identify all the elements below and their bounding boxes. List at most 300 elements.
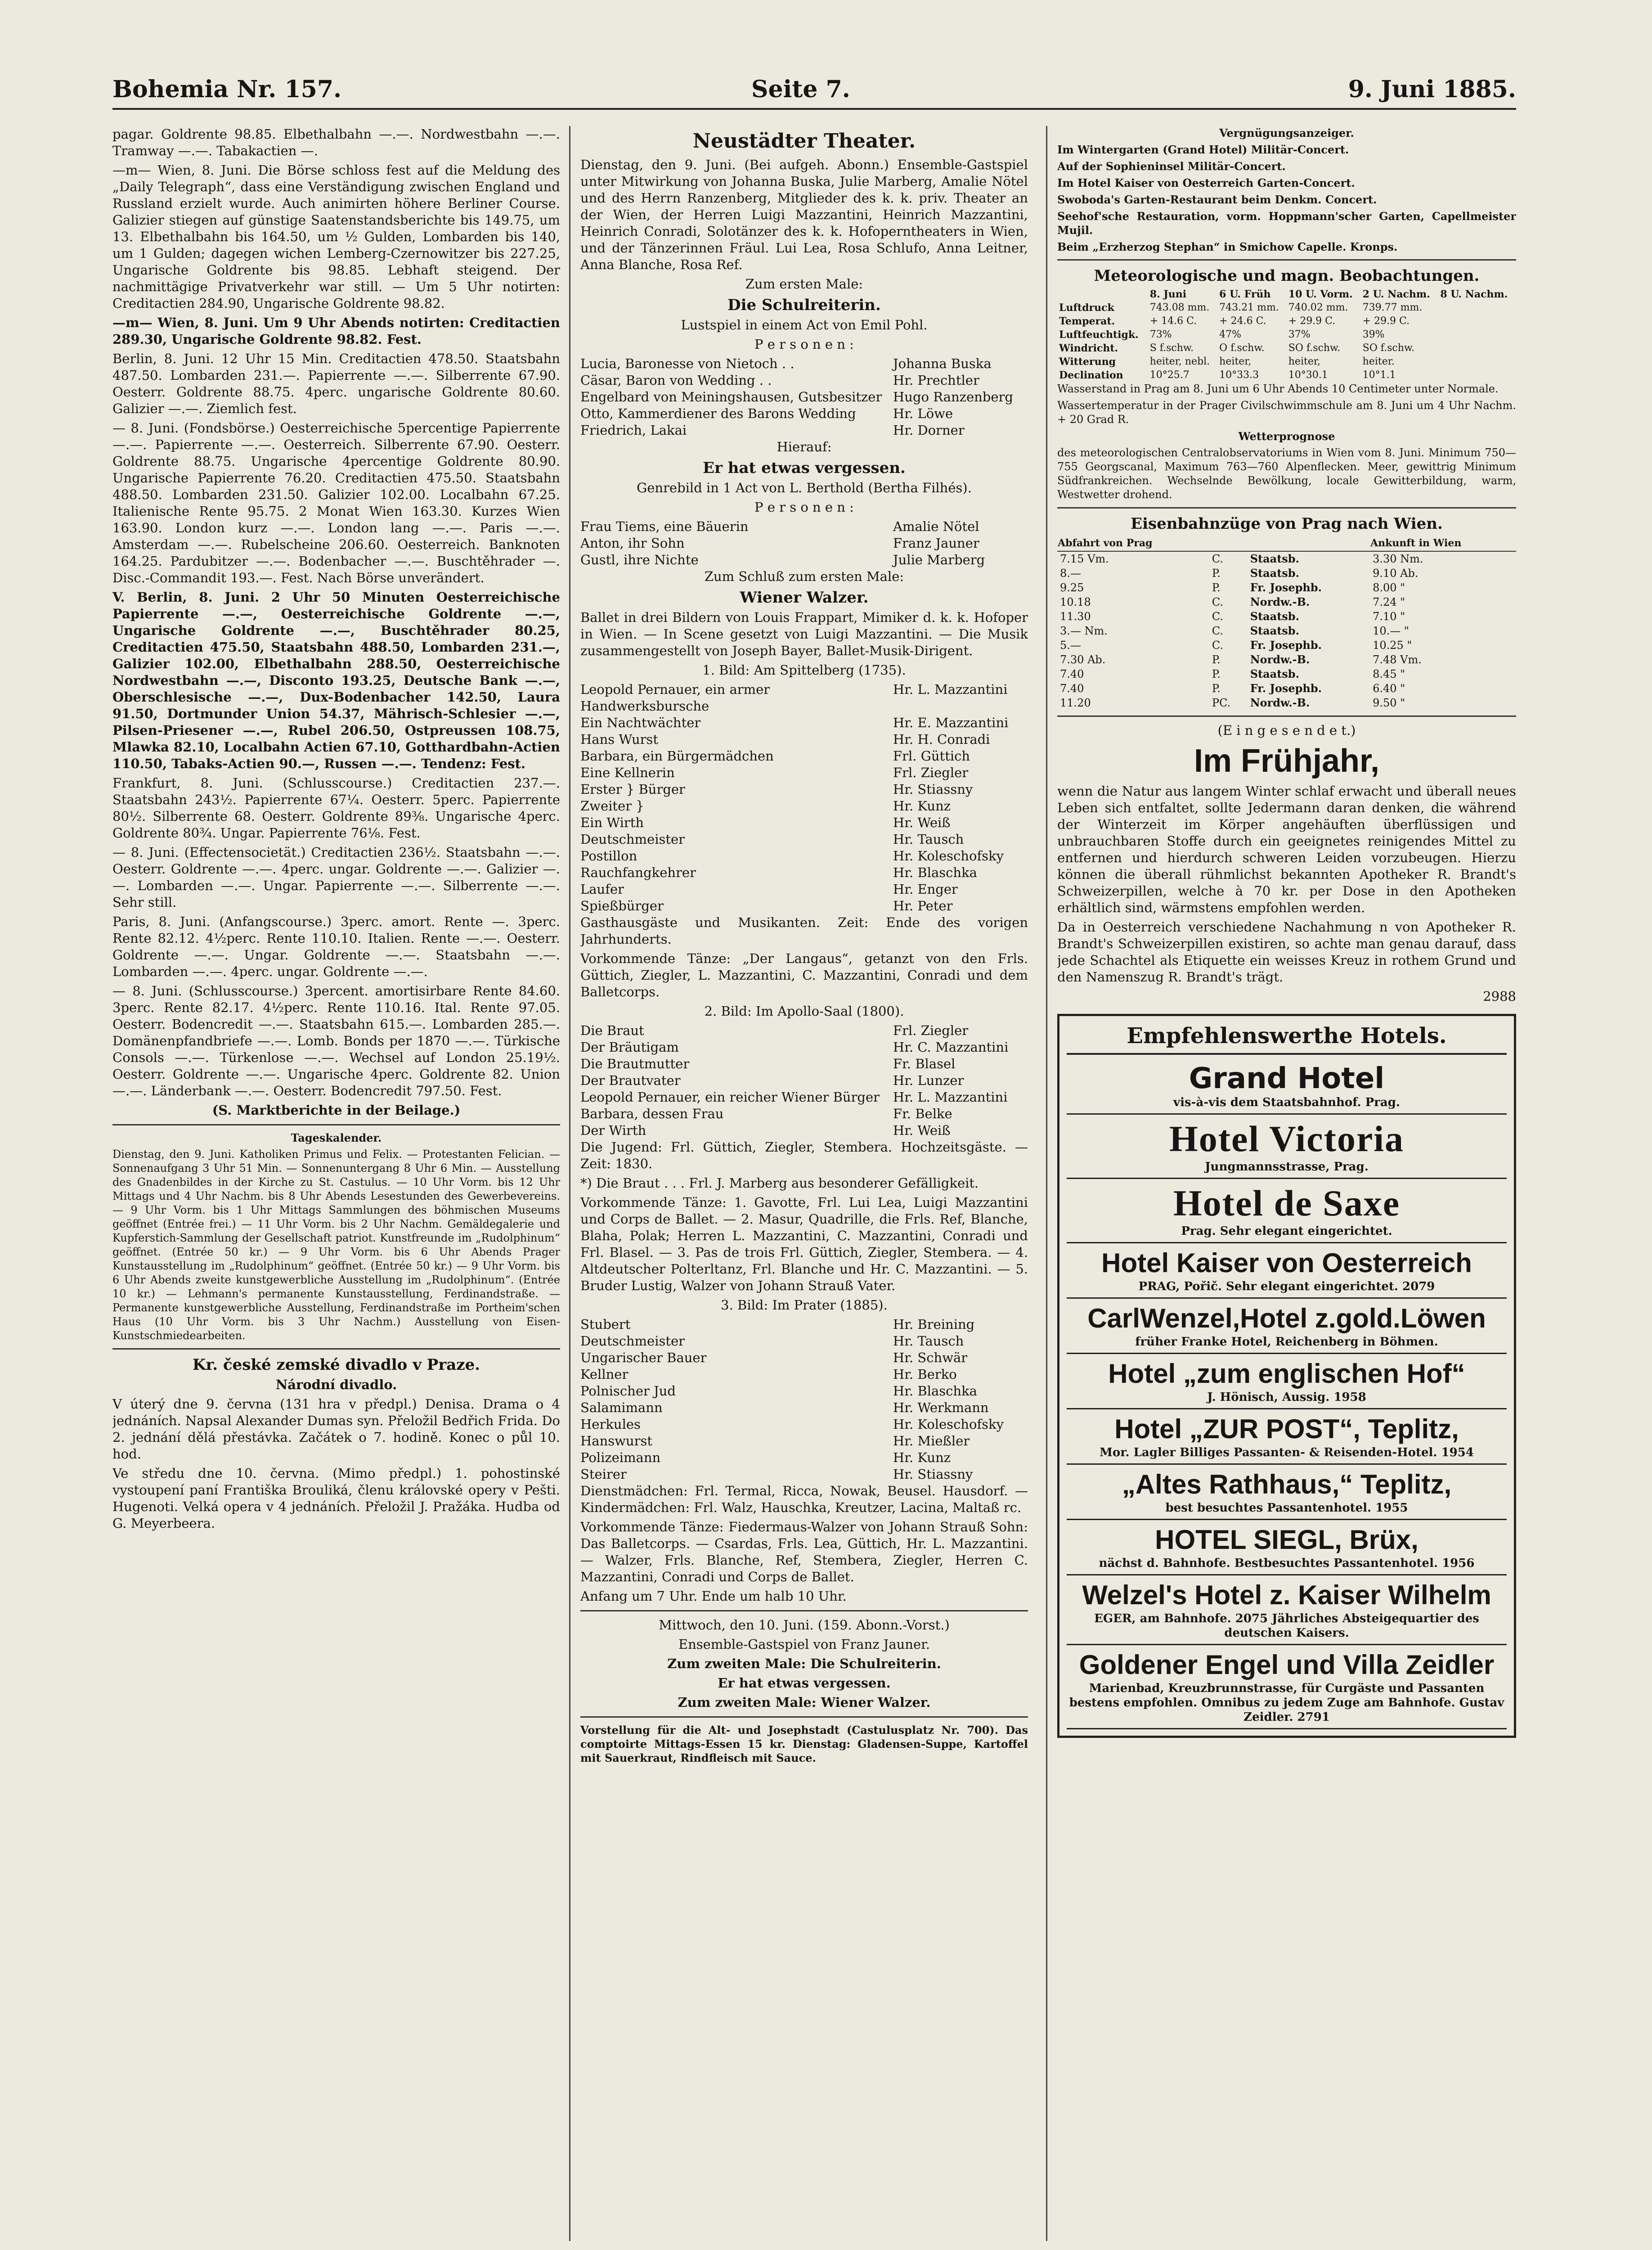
actor-name: Hr. Schwär [893,1350,968,1365]
hotel-name: HOTEL SIEGL, Brüx, [1155,1525,1419,1555]
cast-row [580,389,1028,405]
meteo-title: Meteorologische und magn. Beobachtungen. [1094,267,1480,285]
train-cell: 7.48 Vm. [1373,653,1422,666]
meteo-cell: + 29.9 C. [1288,315,1336,327]
role-name: Anton, ihr Sohn [580,536,685,551]
role-name: Kellner [580,1367,628,1382]
train-cell: 6.40 " [1373,682,1405,695]
hotel-subtitle: früher Franke Hotel, Reichenberg in Böhmen. [1135,1335,1438,1349]
hotel-advert [1067,1115,1507,1179]
meteo-cell: Witterung [1059,356,1116,368]
scene-dances: Vorkommende Tänze: Fiedermaus-Walzer von Johann Strauß Sohn: Das Balletcorps. — Csardas, Frls. Lea, Güttich, Hr. L. Mazzantini. — Walzer, Frls. Blanche, Ref, Stembera, Ziegler, Herren C. Mazzantini, Conradi und Corps de Ballet. [580,1519,1028,1584]
meteo-cell: heiter, nebl. [1149,356,1210,367]
train-cell: 9.50 " [1373,697,1405,709]
train-cell: 11.20 [1060,697,1091,709]
cast-row [580,1089,1028,1106]
hotel-advert [1067,1354,1507,1409]
cast-row [580,1466,1028,1483]
train-cell: 10.— " [1373,625,1409,637]
header-page-number: Seite 7. [751,76,850,103]
train-cell: Fr. Josephb. [1250,682,1322,695]
actor-name: Hr. L. Mazzantini [893,1089,1008,1105]
cast-row [580,405,1028,422]
column-rule [1046,126,1047,2241]
amusement-item: Swoboda's Garten-Restaurant beim Denkm. Concert. [1057,193,1377,206]
column-notices [1057,126,1516,2250]
train-cell: Fr. Josephb. [1250,639,1322,652]
train-cell: P. [1212,581,1221,594]
play-description: Ballet in drei Bildern von Louis Frappart, Mimiker d. k. k. Hofoper in Wien. — In Scene gesetzt von Luigi Mazzantini. — Die Musik zusammengestellt von Joseph Bayer, Ballet-Musik-Dirigent. [580,610,1028,658]
actor-name: Amalie Nötel [893,519,979,534]
trains-head-cell [1209,536,1248,551]
train-cell: 5.— [1060,639,1081,652]
actor-name: Hr. Weiß [893,815,951,830]
role-name: Leopold Pernauer, ein armer Handwerksbursche [580,682,770,714]
role-name: Barbara, ein Bürgermädchen [580,748,774,764]
hotel-name: Welzel's Hotel z. Kaiser Wilhelm [1082,1580,1491,1610]
trains-head-cell: Ankunft in Wien [1370,536,1516,551]
role-name: Ein Nachtwächter [580,715,701,730]
meteo-row [1057,328,1516,342]
train-cell: Nordw.-B. [1250,595,1310,608]
hotel-subtitle: Marienbad, Kreuzbrunnstrasse, für Curgäste und Passanten bestens empfohlen. Omnibus zu jedem Zuge am Bahnhofe. Gustav Zeidler. 2791 [1069,1682,1504,1724]
meteo-cell: 10°33.3 [1219,369,1259,381]
train-row [1057,681,1516,696]
market-report: — 8. Juni. (Effectensocietät.) Creditactien 236½. Staatsbahn —.—. Oesterr. Goldrente —.—. 4perc. ungar. Goldrente —.—. Galizier —.—. Lombarden —.—. Ungar. Papierrente —.—. Silberrente —.—. Sehr still. [112,845,560,910]
hotels-advert [1057,1014,1516,1738]
scene-dances: Vorkommende Tänze: „Der Langaus“, getanzt von den Frls. Güttich, Ziegler, L. Mazzantini, C. Mazzantini, Conradi und dem Balletcorps. [580,951,1028,999]
role-name: Gustl, ihre Nichte [580,552,699,567]
cast-row [580,535,1028,552]
actor-name: Julie Marberg [893,552,985,567]
actor-name: Hr. Koleschofsky [893,848,1004,864]
meteo-cell: 47% [1219,329,1242,340]
train-cell: 3.30 Nm. [1373,553,1423,565]
trains-head-cell [1248,536,1370,551]
actor-name: Hr. H. Conradi [893,732,990,747]
hotel-advert [1067,1299,1507,1354]
divider [1057,716,1516,717]
scene-staff: Dienstmädchen: Frl. Termal, Ricca, Nowak, Beusel. Hausdorf. — Kindermädchen: Frl. Walz, Hauschka, Kreutzer, Lacina, Maltaß rc. [580,1483,1028,1515]
scene-note: Die Jugend: Frl. Güttich, Ziegler, Stembera. Hochzeitsgäste. — Zeit: 1830. [580,1139,1028,1171]
amusement-item: Seehof'sche Restauration, vorm. Hoppmann'scher Garten, Capellmeister Mujil. [1057,210,1516,237]
actor-name: Hr. Werkmann [893,1400,989,1415]
column-markets [112,126,560,2250]
hotel-name: Hotel „ZUR POST“, Teplitz, [1114,1414,1459,1444]
meteo-head-cell: 8 U. Nachm. [1440,288,1508,300]
actor-name: Hr. Löwe [893,406,953,421]
scene-title: 1. Bild: Am Spittelberg (1735). [702,662,906,678]
role-name: Frau Tiems, eine Bäuerin [580,519,749,534]
train-cell: Staatsb. [1250,552,1299,565]
role-name: Polizeimann [580,1450,661,1465]
actor-name: Franz Jauner [893,536,979,551]
role-name: Deutschmeister [580,832,685,847]
actor-name: Hugo Ranzenberg [893,389,1013,405]
train-cell: 9.10 Ab. [1373,567,1419,580]
actor-name: Frl. Ziegler [893,765,969,780]
role-name: Polnischer Jud [580,1383,676,1399]
cast-row [580,681,1028,715]
train-row [1057,696,1516,710]
train-cell: P. [1212,653,1221,666]
play-title: Die Schulreiterin. [727,296,881,314]
cast-row [580,1433,1028,1449]
actor-name: Hr. Koleschofsky [893,1417,1004,1432]
train-cell: P. [1212,668,1221,680]
train-cell: P. [1212,682,1221,695]
cast-row [580,898,1028,914]
meteo-cell: 743.21 mm. [1219,302,1279,313]
scene-note: Gasthausgäste und Musikanten. Zeit: Ende des vorigen Jahrhunderts. [580,915,1028,947]
train-cell: Staatsb. [1250,624,1299,637]
role-name: Lucia, Baronesse von Nietoch . . [580,356,795,371]
persons-label: P e r s o n e n : [754,500,854,515]
cast-row [580,1350,1028,1366]
actor-name: Hr. L. Mazzantini [893,682,1008,697]
cast-row [580,1039,1028,1056]
market-report: Frankfurt, 8. Juni. (Schlusscourse.) Creditactien 237.—. Staatsbahn 243½. Papierrente 67¼. Oesterr. 5perc. Papierrente 80½. Silberrente 68. Oesterr. Goldrente 89⅜. Ungarische 4perc. Goldrente 80¾. Ungar. Papierrente 76⅛. Fest. [112,775,560,841]
train-cell: PC. [1212,697,1231,709]
persons-label: P e r s o n e n : [754,337,854,352]
market-report: —m— Wien, 8. Juni. Die Börse schloss fest auf die Meldung des „Daily Telegraph“, dass eine Verständigung zwischen England und Russland erzielt wurde. Auch animirten höhere Berliner Course. Galizier stiegen auf günstige Saatenstandsberichte bis 149.75, um 13. Elbethalbahn bis 164.50, um ½ Gulden, Lombarden bis 140, um 1 Gulden; dagegen wichen Lemberg-Czernowitzer bis 227.25, Ungarische Goldrente bis 98.85. Lebhaft steigend. Der nachmittägige Privatverkehr war still. — Um 5 Uhr notirten: Creditactien 284.90, Ungarische Goldrente 98.82. [112,162,560,311]
cast-list [580,681,1028,914]
train-cell: Staatsb. [1250,567,1299,580]
hotel-name: Hotel Kaiser von Oesterreich [1101,1248,1472,1278]
calendar-title: Tageskalender. [291,1131,382,1144]
role-name: Zweiter } [580,798,644,814]
actor-name: Hr. Kunz [893,1450,951,1465]
role-name: Otto, Kammerdiener des Barons Wedding [580,406,856,421]
meteo-cell: 739.77 mm. [1362,302,1423,313]
meteo-cell: SO f.schw. [1288,342,1341,354]
train-cell: P. [1212,567,1221,580]
cast-row [580,814,1028,831]
actor-name: Hr. Blaschka [893,1383,977,1399]
cast-row [580,1122,1028,1139]
train-row [1057,595,1516,609]
train-row [1057,609,1516,624]
train-cell: 7.40 [1060,682,1084,695]
train-cell: 7.30 Ab. [1060,653,1106,666]
hotel-advert [1067,1520,1507,1575]
train-cell: 8.00 " [1373,581,1405,594]
announcement: Hierauf: [777,439,832,454]
cast-row [580,1022,1028,1039]
train-cell: C. [1212,596,1224,608]
actor-name: Hr. Blaschka [893,865,977,880]
scene-dances: Vorkommende Tänze: 1. Gavotte, Frl. Lui Lea, Luigi Mazzantini und Corps de Ballet. — 2. Masur, Quadrille, die Frls. Ref, Blanche, Blaha, Polak; Herren L. Mazzantini, C. Mazzantini, Conradi und Frl. Blasel. — 3. Pas de trois Frl. Güttich, Ziegler, Stembera. — 4. Altdeutscher Polterltanz, Frl. Blanche und Hr. C. Mazzantini. — 5. Bruder Lustig, Walzer von Johann Strauß Vater. [580,1195,1028,1293]
train-cell: C. [1212,553,1224,565]
train-row [1057,624,1516,638]
meteo-row [1057,355,1516,369]
divider [580,1610,1028,1611]
hotel-subtitle: Mor. Lagler Billiges Passanten- & Reisenden-Hotel. 1954 [1100,1446,1474,1459]
market-report: —m— Wien, 8. Juni. Um 9 Uhr Abends notirten: Creditactien 289.30, Ungarische Goldrente 98.82. Fest. [112,315,560,347]
hotel-name: CarlWenzel,Hotel z.gold.Löwen [1087,1303,1486,1333]
actor-name: Hr. Tausch [893,1333,964,1349]
meteo-cell: Luftfeuchtigk. [1059,329,1139,341]
meteo-head-cell: 2 U. Nachm. [1362,288,1430,300]
meteo-head-cell: 10 U. Vorm. [1288,288,1353,300]
announcement: Zum ersten Male: [745,276,863,292]
meteo-cell: 73% [1149,329,1172,340]
divider [112,1348,560,1350]
bottom-note: Vorstellung für die Alt- und Josephstadt (Castulusplatz Nr. 700). Das comptoirte Mittags-Essen 15 kr. Dienstag: Gladensen-Suppe, Kartoffel mit Sauerkraut, Rindfleisch mit Sauce. [580,1724,1028,1764]
hotel-advert [1067,1645,1507,1729]
role-name: Deutschmeister [580,1333,685,1349]
train-cell: 7.24 " [1373,596,1405,608]
train-cell: 9.25 [1060,581,1084,594]
train-cell: C. [1212,625,1224,637]
market-report: V. Berlin, 8. Juni. 2 Uhr 50 Minuten Oesterreichische Papierrente —.—, Oesterreichische Goldrente —.—, Ungarische Goldrente —.—, Buschtěhrader 80.25, Creditactien 475.50, Staatsbahn 488.50, Lombarden 231.—, Galizier 102.00, Elbethalbahn 288.50, Oesterreichische Nordwestbahn —.—, Disconto 193.25, Deutsche Bank —.—, Oberschlesische —.—, Dux-Bodenbacher 142.50, Laura 91.50, Dortmunder Union 54.37, Mährisch-Schlesier —.—, Pilsen-Priesener —.—, Rubel 206.50, Ostpreussen 108.75, Mlawka 82.10, Localbahn Actien 67.10, Gotthardbahn-Actien 110.50, Tabaks-Actien 90.—, Russen —.—. Tendenz: Fest. [112,590,560,771]
market-report: Paris, 8. Juni. (Anfangscourse.) 3perc. amort. Rente —. 3perc. Rente 82.12. 4½perc. Rente 110.10. Italien. Rente —.—. Oesterr. Goldrente —.—. Ungar. Goldrente —.—. Staatsbahn —.—. Lombarden —.—. 4perc. ungar. Goldrente —.—. [112,914,560,979]
divider [1057,259,1516,261]
cast-row [580,1366,1028,1383]
hotels-list [1067,1058,1507,1729]
czech-theatre-text: V úterý dne 9. června (131 hra v předpl.) Denisa. Drama o 4 jednáních. Napsal Alexander Dumas syn. Přeložil Bedřich Frida. Do 2. jednání dělá přestávka. Začátek o 7. hodině. Konec o půl 10. hod. [112,1396,560,1462]
advert-title: Im Frühjahr, [1194,743,1380,779]
actor-name: Hr. Stiassny [893,782,973,797]
role-name: Leopold Pernauer, ein reicher Wiener Bürger [580,1089,880,1105]
play-subtitle: Lustspiel in einem Act von Emil Pohl. [681,317,928,333]
market-report: pagar. Goldrente 98.85. Elbethalbahn —.—. Nordwestbahn —.—. Tramway —.—. Tabakactien —. [112,126,560,158]
actor-name: Hr. Stiassny [893,1467,973,1482]
meteo-cell: 10°1.1 [1362,369,1396,381]
play-subtitle: Genrebild in 1 Act von L. Berthold (Bertha Filhés). [637,480,972,495]
cast-row [580,781,1028,798]
hotel-subtitle: J. Hönisch, Aussig. 1958 [1207,1390,1366,1404]
market-note: (S. Marktberichte in der Beilage.) [212,1102,461,1118]
meteo-row [1057,301,1516,315]
train-cell: Staatsb. [1250,667,1299,680]
meteo-cell: heiter, [1219,356,1252,367]
cast-row [580,1383,1028,1400]
actor-name: Hr. Tausch [893,832,964,847]
trains-head-cell: Abfahrt von Prag [1057,536,1209,551]
train-row [1057,652,1516,667]
page-header [112,68,1516,110]
market-report: — 8. Juni. (Schlusscourse.) 3percent. amortisirbare Rente 84.60. 3perc. Rente 82.17. 4½perc. Rente 110.16. Ital. Rente 97.05. Oesterr. Bodencredit —.—. Staatsbahn 615.—. Lombarden 285.—. Domänenpfandbriefe —.—. Lomb. Bonds per 1870 —.—. Türkische Consols —.—. Türkenlose —.—. Wechsel auf London 25.19½. Oesterr. Goldrente —.—. Ungarische 4perc. Goldrente 82. Union —.—. Länderbank —.—. Oesterr. Bodencredit 797.50. Fest. [112,983,560,1098]
cast-row [580,748,1028,765]
meteo-cell: 37% [1288,329,1311,340]
cast-row [580,798,1028,814]
meteo-cell: SO f.schw. [1362,342,1415,354]
meteo-note: Wassertemperatur in der Prager Civilschwimmschule am 8. Juni um 4 Uhr Nachm. + 20 Grad R. [1057,399,1516,426]
meteo-cell: + 14.6 C. [1149,315,1197,327]
header-issue: Bohemia Nr. 157. [112,76,342,103]
meteo-cell: heiter. [1362,356,1395,367]
actor-name: Hr. Prechtler [893,373,979,388]
calendar-text: Dienstag, den 9. Juni. Katholiken Primus und Felix. — Protestanten Felician. — Sonnenaufgang 3 Uhr 51 Min. — Sonnenuntergang 8 Uhr 6 Min. — Ausstellung des Gnadenbildes in der Kirche zu St. Castulus. — 10 Uhr Vorm. bis 12 Uhr Mittags und 4 Uhr Nachm. bis 8 Uhr Abends Lesestunden des Gewerbevereins. — 9 Uhr Vorm. bis 1 Uhr Mittags Sammlungen des böhmischen Museums geöffnet (Entrée frei.) — 11 Uhr Vorm. bis 2 Uhr Nachm. Gemäldegalerie und Kupferstich-Sammlung der Gesellschaft patriot. Kunstfreunde im „Rudolphinum“ geöffnet. (Entrée 50 kr.) — 9 Uhr Vorm. bis 6 Uhr Abends Prager Kunstausstellung im „Rudolphinum“ geöffnet. (Entrée 50 kr.) — 9 Uhr Vorm. bis 6 Uhr Abends zweite kunstgewerbliche Ausstellung im „Rudolphinum“. (Entrée 10 kr.) — Lehmann's permanente Kunstausstellung, Ferdinandstraße. — Permanente kunstgewerbliche Ausstellung, Ferdinandstraße im Portheim'schen Haus (10 Uhr Vorm. bis 3 Uhr Nachm.) Ausstellung von Eisen-Kunstschmiedearbeiten. [112,1148,560,1342]
hotel-advert [1067,1058,1507,1115]
hotel-subtitle: PRAG, Pořič. Sehr elegant eingerichtet. 2079 [1138,1280,1435,1293]
meteo-cell: S f.schw. [1149,342,1194,354]
hotel-advert [1067,1243,1507,1299]
cast-row [580,1416,1028,1433]
next-performance-text: Er hat etwas vergessen. [718,1675,891,1691]
cast-row [580,1072,1028,1089]
meteo-table [1057,288,1516,382]
meteo-cell: Declination [1059,369,1123,381]
meteo-cell: Luftdruck [1059,302,1114,314]
divider [580,1716,1028,1718]
meteo-cell: + 29.9 C. [1362,315,1410,327]
meteo-cell: + 24.6 C. [1219,315,1266,327]
advert-text: wenn die Natur aus langem Winter schlaf erwacht und überall neues Leben sich entfaltet, sollte Jedermann daran denken, die während der Winterzeit im Körper angehäuften überflüssigen und unbrauchbaren Stoffe durch ein geeignetes reinigendes Mittel zu entfernen und hierdurch schweren Leiden vorzubeugen. Hierzu können die überall rühmlichst bekannten Apotheker R. Brandt's Schweizerpillen, welche à 70 kr. per Dose in den Apotheken erhältlich sind, wärmstens empfohlen werden. [1057,783,1516,915]
cast-list [580,1022,1028,1139]
advert-label: (E i n g e s e n d e t.) [1217,723,1356,738]
actor-name: Hr. Mießler [893,1433,970,1449]
cast-row [580,848,1028,864]
role-name: Rauchfangkehrer [580,865,696,880]
role-name: Cäsar, Baron von Wedding . . [580,373,772,388]
role-name: Salamimann [580,1400,663,1415]
role-name: Der Bräutigam [580,1040,679,1055]
hotels-title: Empfehlenswerthe Hotels. [1067,1022,1507,1055]
train-cell: C. [1212,610,1224,623]
train-cell: Nordw.-B. [1250,696,1310,709]
role-name: Laufer [580,882,624,897]
trains-table [1057,536,1516,710]
train-cell: 3.— Nm. [1060,625,1108,637]
cast-row [580,1449,1028,1466]
role-name: Herkules [580,1417,641,1432]
cast-row [580,518,1028,535]
train-cell: 7.10 " [1373,610,1405,623]
actor-name: Johanna Buska [893,356,992,371]
train-cell: 7.15 Vm. [1060,553,1109,565]
amusement-title: Vergnügungsanzeiger. [1219,126,1354,140]
scene-title: 3. Bild: Im Prater (1885). [721,1297,888,1313]
train-cell: 11.30 [1060,610,1091,623]
cast-row [580,1316,1028,1333]
cast-row [580,422,1028,439]
column-theatre [580,126,1028,2250]
theatre-intro: Dienstag, den 9. Juni. (Bei aufgeh. Abonn.) Ensemble-Gastspiel unter Mitwirkung von Johanna Buska, Julie Marberg, Amalie Nötel und des Herrn Ranzenberg, Mitglieder des k. k. priv. Theater an der Wien, der Herren Luigi Mazzantini, Heinrich Mazzantini, Heinrich Conradi, Solotänzer des k. k. Hofoperntheaters in Wien, und der Tänzerinnen Fräul. Lui Lea, Rosa Schlufo, Anna Leitner, Anna Blanche, Rosa Ref. [580,157,1028,272]
divider [1057,507,1516,508]
scene-note: *) Die Braut . . . Frl. J. Marberg aus besonderer Gefälligkeit. [580,1175,979,1191]
hotel-advert [1067,1409,1507,1465]
hotel-name: Grand Hotel [1189,1062,1385,1095]
czech-theatre-subtitle: Národní divadlo. [275,1377,397,1392]
train-cell: 8.45 " [1373,668,1405,680]
role-name: Friedrich, Lakai [580,423,687,438]
train-row [1057,566,1516,580]
meteo-row [1057,342,1516,355]
cast-list [580,1316,1028,1483]
train-cell: 10.25 " [1373,639,1412,652]
meteo-note: Wasserstand in Prag am 8. Juni um 6 Uhr Abends 10 Centimeter unter Normale. [1057,382,1499,395]
actor-name: Frl. Ziegler [893,1023,969,1038]
role-name: Die Braut [580,1023,644,1038]
hotel-advert [1067,1179,1507,1243]
amusement-item: Im Wintergarten (Grand Hotel) Militär-Concert. [1057,143,1349,156]
hotel-name: Hotel de Saxe [1173,1183,1401,1224]
cast-row [580,864,1028,881]
hotel-advert [1067,1575,1507,1645]
play-title: Wiener Walzer. [740,589,869,607]
cast-row [580,1106,1028,1122]
market-report: — 8. Juni. (Fondsbörse.) Oesterreichische 5percentige Papierrente —.—. Papierrente —.—. Oesterreich. Silberrente 67.90. Oesterr. Goldrente 88.75. Ungarische 4percentige Goldrente 80.90. Ungarische Papierrente 76.20. Creditactien 475.50. Staatsbahn 488.50. Lombarden 231.50. Galizier 102.00. Localbahn 67.25. Italienische Rente 95.75. 2 Monat Wien 163.30. Kurzes Wien 163.90. London kurz —.—. London lang —.—. Paris —.—. Amsterdam —.—. Rubelscheine 206.60. Oesterreich. Banknoten 164.25. Pardubitzer —.—. Bodenbacher —.—. Buschtěhrader —. Disc.-Commandit 193.—. Fest. Nach Börse unverändert. [112,420,560,585]
advert-number: 2988 [1483,989,1516,1004]
amusement-item: Im Hotel Kaiser von Oesterreich Garten-Concert. [1057,176,1355,189]
next-performance-text: Ensemble-Gastspiel von Franz Jauner. [678,1637,930,1652]
meteo-cell: 10°30.1 [1288,369,1328,381]
train-cell: 7.40 [1060,668,1084,680]
forecast-title: Wetterprognose [1238,430,1335,443]
cast-row [580,715,1028,731]
hotel-subtitle: nächst d. Bahnhofe. Bestbesuchtes Passantenhotel. 1956 [1099,1557,1475,1570]
meteo-cell: heiter, [1288,356,1320,367]
cast-row [580,372,1028,389]
hotel-subtitle: best besuchtes Passantenhotel. 1955 [1165,1501,1408,1515]
meteo-cell: 10°25.7 [1149,369,1190,381]
cast-list [580,356,1028,439]
column-rule [569,126,570,2241]
actor-name: Hr. Lunzer [893,1073,964,1088]
train-cell: C. [1212,639,1224,652]
meteo-cell: 743.08 mm. [1149,302,1210,313]
meteo-row [1057,315,1516,328]
actor-name: Fr. Belke [893,1106,952,1121]
actor-name: Fr. Blasel [893,1056,956,1071]
role-name: Eine Kellnerin [580,765,675,780]
spring-advert [1057,722,1516,1005]
role-name: Spießbürger [580,898,664,914]
actor-name: Hr. C. Mazzantini [893,1040,1009,1055]
meteo-cell: Windricht. [1059,342,1118,354]
train-cell: Fr. Josephb. [1250,581,1322,594]
next-performance-text: Zum zweiten Male: Wiener Walzer. [678,1695,931,1710]
trains-title: Eisenbahnzüge von Prag nach Wien. [1131,515,1443,533]
cast-row [580,731,1028,748]
actor-name: Hr. Breining [893,1317,975,1332]
cast-row [580,1056,1028,1072]
train-cell: 10.18 [1060,596,1091,608]
forecast-text: des meteorologischen Centralobservatoriums in Wien vom 8. Juni. Minimum 750—755 Georgscanal, Maximum 763—760 Alpenflecken. Meer, gewittrig Minimum Südfrankreichen. Wechselnde Bewölkung, locale Gewitterbildung, warm, Westwetter drohend. [1057,446,1516,501]
hotel-subtitle: Prag. Sehr elegant eingerichtet. [1181,1224,1392,1238]
actor-name: Frl. Güttich [893,748,970,764]
amusement-item: Beim „Erzherzog Stephan“ in Smichow Capelle. Kronps. [1057,240,1398,253]
cast-row [580,356,1028,372]
scene-title: 2. Bild: Im Apollo-Saal (1800). [704,1004,904,1019]
train-row [1057,580,1516,595]
hotel-advert [1067,1465,1507,1520]
role-name: Hanswurst [580,1433,653,1449]
role-name: Stubert [580,1317,631,1332]
role-name: Ein Wirth [580,815,644,830]
actor-name: Hr. Enger [893,882,958,897]
role-name: Steirer [580,1467,627,1482]
actor-name: Hr. E. Mazzantini [893,715,1009,730]
actor-name: Hr. Weiß [893,1123,951,1138]
cast-row [580,765,1028,781]
meteo-row [1057,369,1516,382]
theatre-title: Neustädter Theater. [692,130,916,153]
play-title: Er hat etwas vergessen. [703,459,906,477]
role-name: Engelbard von Meiningshausen, Gutsbesitzer [580,389,882,405]
hotel-name: „Altes Rathhaus,“ Teplitz, [1122,1469,1452,1499]
next-performance-date: Mittwoch, den 10. Juni. (159. Abonn.-Vorst.) [659,1617,950,1633]
cast-row [580,831,1028,848]
cast-row [580,1333,1028,1350]
meteo-head-cell: 6 U. Früh [1219,288,1271,300]
actor-name: Hr. Berko [893,1367,957,1382]
market-report: Berlin, 8. Juni. 12 Uhr 15 Min. Creditactien 478.50. Staatsbahn 487.50. Lombarden 231.—. Papierrente —.—. Silberrente 67.90. Oesterr. Goldrente 88.75. 4perc. ungarische Goldrente 80.60. Galizier —.—. Ziemlich fest. [112,351,560,416]
hotel-subtitle: EGER, am Bahnhofe. 2075 Jährliches Absteigequartier des deutschen Kaisers. [1094,1612,1479,1640]
actor-name: Hr. Dorner [893,423,965,438]
